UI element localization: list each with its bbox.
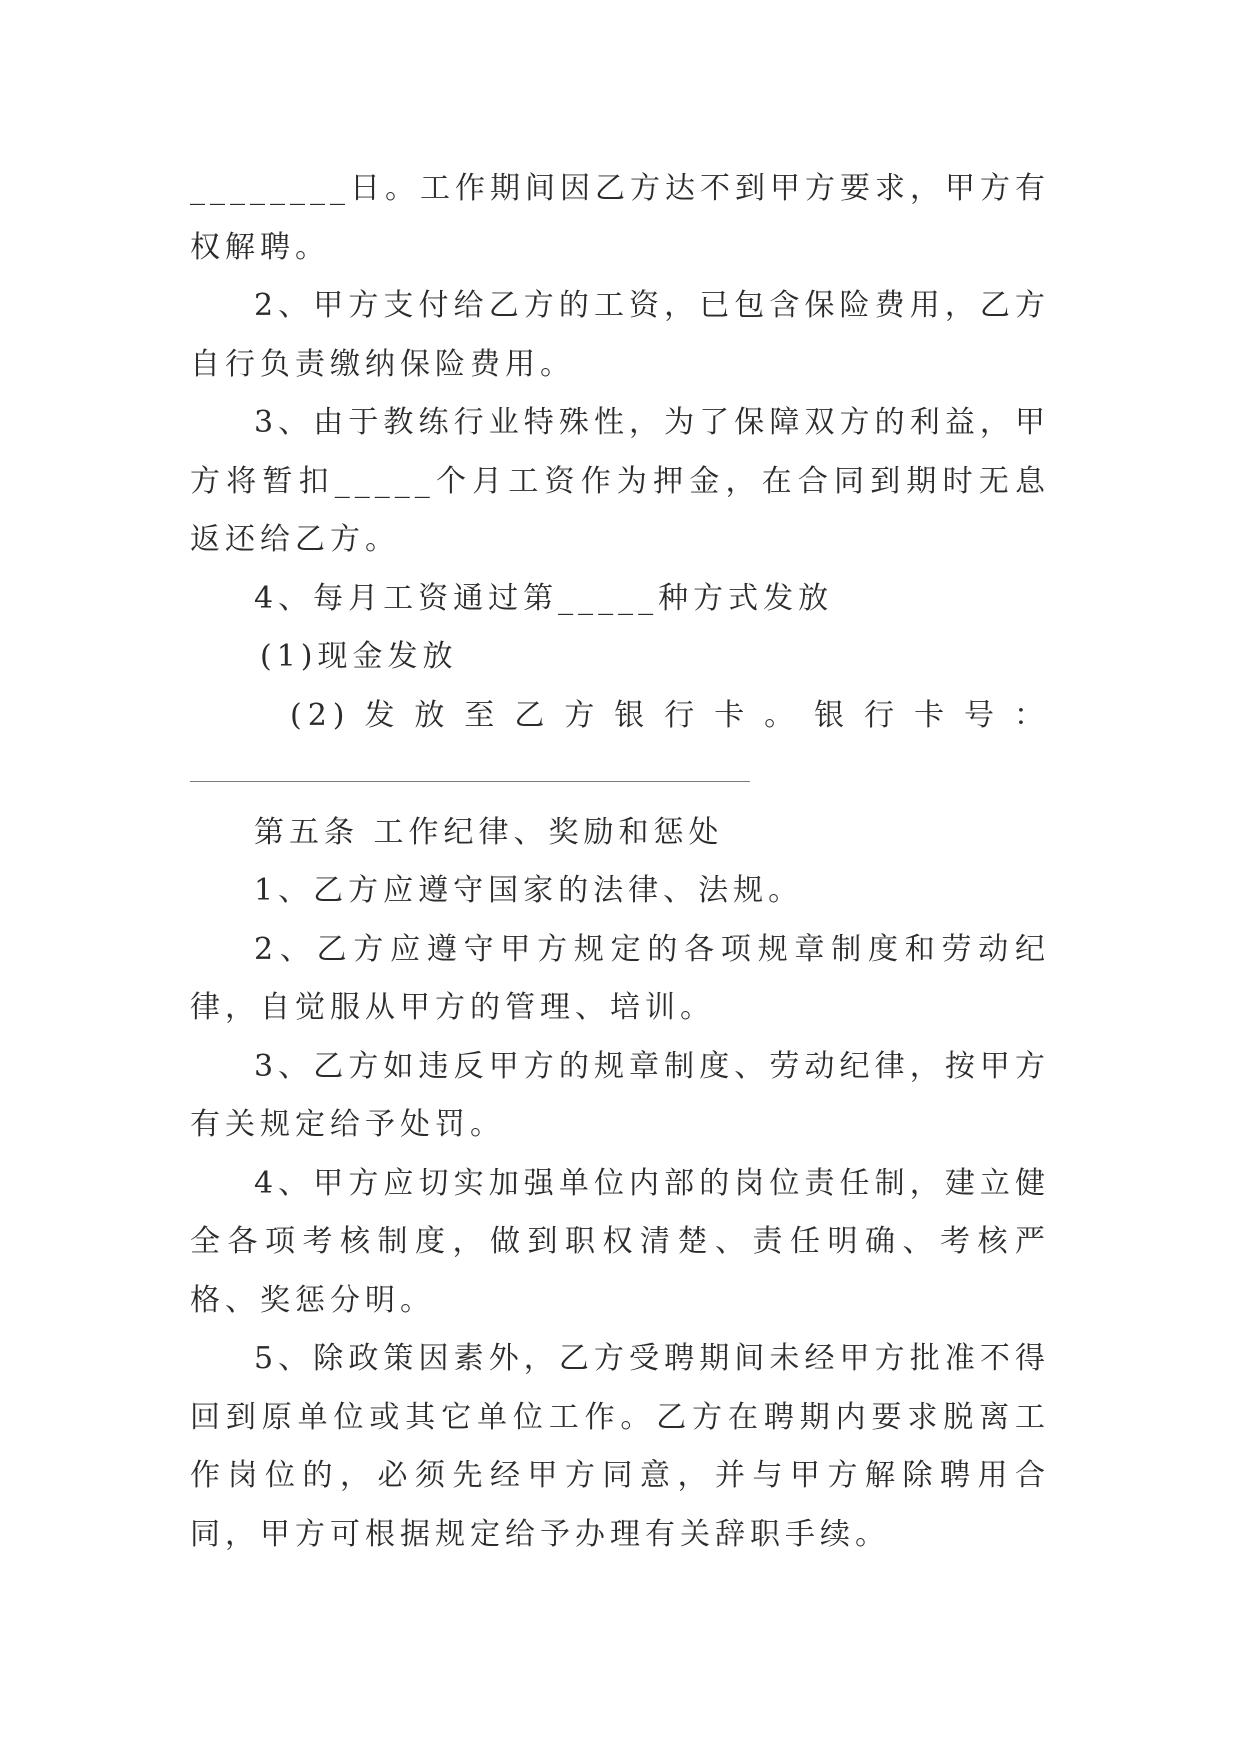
paragraph-penalty: 3、乙方如违反甲方的规章制度、劳动纪律，按甲方有关规定给予处罚。 xyxy=(190,1048,1050,1142)
paragraph-salary-insurance: 2、甲方支付给乙方的工资，已包含保险费用，乙方自行负责缴纳保险费用。 xyxy=(190,288,1050,382)
paragraph-obey-law: 1、乙方应遵守国家的法律、法规。 xyxy=(254,873,804,908)
bank-card-blank xyxy=(190,745,1050,804)
paragraph-deposit: 3、由于教练行业特殊性，为了保障双方的利益，甲方将暂扣_____个月工资作为押金，在合同到期时无息返还给乙方。 xyxy=(190,405,1050,557)
paragraph-resignation: 5、除政策因素外，乙方受聘期间未经甲方批准不得回到原单位或其它单位工作。乙方在聘期内要求脱离工作岗位的，必须先经甲方同意，并与甲方解除聘用合同，甲方可根据规定给予办理有关辞职手续。 xyxy=(190,1341,1050,1552)
blank-rule xyxy=(190,781,750,782)
paragraph-cash-payment: (1)现金发放 xyxy=(260,639,458,674)
section-heading-article-5: 第五条 工作纪律、奖励和惩处 xyxy=(254,814,724,850)
paragraph-obey-rules: 2、乙方应遵守甲方规定的各项规章制度和劳动纪律，自觉服从甲方的管理、培训。 xyxy=(190,931,1050,1025)
paragraph-payment-method: 4、每月工资通过第_____种方式发放 xyxy=(254,580,834,616)
paragraph-dismissal: ________日。工作期间因乙方达不到甲方要求，甲方有权解聘。 xyxy=(190,171,1050,265)
paragraph-responsibility: 4、甲方应切实加强单位内部的岗位责任制，建立健全各项考核制度，做到职权清楚、责任明确、考核严格、奖惩分明。 xyxy=(190,1165,1050,1318)
paragraph-bank-card: (2)发放至乙方银行卡。银行卡号： xyxy=(290,697,1050,733)
document-body xyxy=(190,160,1050,1564)
